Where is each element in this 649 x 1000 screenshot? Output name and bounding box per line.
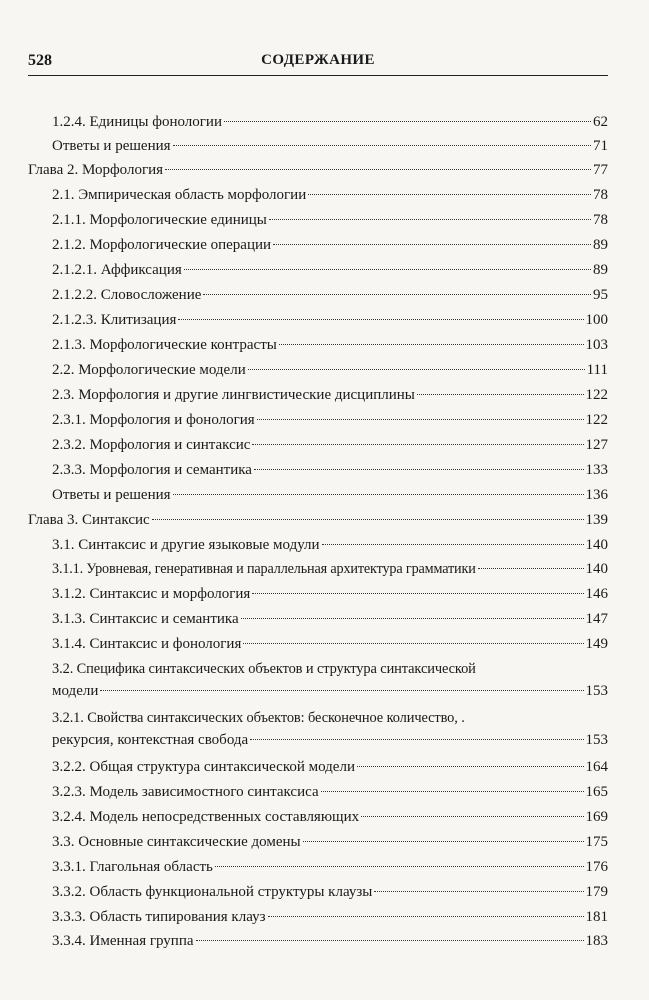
toc-entry-title-line1: 3.2.1. Свойства синтаксических объектов: бесконечное количество, . [52, 710, 465, 726]
dot-leader [268, 916, 584, 917]
toc-entry-title: 3.1.3. Синтаксис и семантика [52, 611, 239, 627]
dot-leader [322, 544, 584, 545]
toc-entry[interactable] [52, 658, 608, 702]
dot-leader [303, 841, 584, 842]
dot-leader [252, 593, 583, 594]
toc-entry-page: 140 [585, 537, 608, 553]
dot-leader [257, 419, 584, 420]
dot-leader [374, 891, 583, 892]
toc-entry-title: Глава 2. Морфология [28, 162, 164, 178]
toc-entry[interactable] [52, 111, 608, 133]
toc-entry-page: 71 [593, 138, 608, 154]
toc-entry-title: 3.2.2. Общая структура синтаксической модели [52, 759, 355, 775]
toc-entry[interactable] [52, 209, 608, 231]
toc-entry-page: 136 [585, 487, 608, 503]
toc-entry-page: 164 [585, 759, 608, 775]
toc-entry-page: 140 [585, 561, 608, 577]
toc-entry-title: 3.3.1. Глагольная область [52, 859, 213, 875]
toc-entry[interactable] [52, 359, 608, 381]
toc-entry[interactable] [52, 534, 608, 556]
toc-entry-title: Глава 3. Синтаксис [28, 512, 150, 528]
toc-entry[interactable] [52, 781, 608, 803]
toc-entry[interactable] [52, 309, 608, 331]
toc-entry-title: Ответы и решения [52, 138, 171, 154]
toc-entry-title: модели [52, 683, 99, 699]
dot-leader [196, 940, 584, 941]
dot-leader [224, 121, 591, 122]
toc-entry-title: 3.1.4. Синтаксис и фонология [52, 636, 242, 652]
page-number: 528 [28, 52, 52, 69]
dot-leader [248, 369, 585, 370]
toc-entry-page: 179 [585, 884, 608, 900]
toc-chapter-entry[interactable] [28, 509, 608, 531]
dot-leader [269, 219, 591, 220]
toc-entry[interactable] [52, 856, 608, 878]
toc-entry-title: 2.1.3. Морфологические контрасты [52, 337, 277, 353]
toc-entry-page: 100 [585, 312, 608, 328]
toc-entry-title: 3.1. Синтаксис и другие языковые модули [52, 537, 320, 553]
toc-entry-title: Ответы и решения [52, 487, 171, 503]
toc-entry-title: 2.1.1. Морфологические единицы [52, 212, 267, 228]
toc-entry-title-line1: 3.2. Специфика синтаксических объектов и структура синтаксической [52, 661, 476, 677]
toc-entry-page: 111 [586, 362, 608, 378]
dot-leader [184, 269, 591, 270]
toc-entry-page: 89 [593, 237, 608, 253]
toc-entry-page: 127 [585, 437, 608, 453]
dot-leader [361, 816, 583, 817]
toc-entry-title: 2.2. Морфологические модели [52, 362, 246, 378]
toc-entry-page: 139 [585, 512, 608, 528]
dot-leader [165, 169, 591, 170]
running-title: СОДЕРЖАНИЕ [261, 52, 375, 68]
toc-entry-title: 2.3.2. Морфология и синтаксис [52, 437, 251, 453]
toc-entry[interactable] [52, 334, 608, 356]
dot-leader [243, 643, 583, 644]
toc-entry-title: 3.3.4. Именная группа [52, 933, 194, 949]
dot-leader [254, 469, 584, 470]
dot-leader [152, 519, 584, 520]
toc-entry[interactable] [52, 184, 608, 206]
toc-entry-title: 2.1.2.3. Клитизация [52, 312, 177, 328]
toc-entry-page: 78 [593, 212, 608, 228]
toc-entry[interactable] [52, 409, 608, 431]
toc-entry[interactable] [52, 906, 608, 928]
toc-entry[interactable] [52, 459, 608, 481]
dot-leader [100, 690, 583, 691]
toc-entry-page: 95 [593, 287, 608, 303]
toc-entry[interactable] [52, 135, 608, 157]
toc-entry-title: 2.1.2. Морфологические операции [52, 237, 272, 253]
toc-entry[interactable] [52, 831, 608, 853]
dot-leader [273, 244, 591, 245]
toc-entry-title: 3.1.2. Синтаксис и морфология [52, 586, 251, 602]
toc-entry[interactable] [52, 284, 608, 306]
toc-entry[interactable] [52, 707, 608, 751]
toc-entry[interactable] [52, 234, 608, 256]
dot-leader [308, 194, 591, 195]
toc-entry-page: 77 [593, 162, 608, 178]
toc-entry-page: 181 [585, 909, 608, 925]
toc-entry-page: 103 [585, 337, 608, 353]
dot-leader [252, 444, 583, 445]
toc-entry-page: 146 [585, 586, 608, 602]
dot-leader [203, 294, 591, 295]
toc-entry-title: 3.1.1. Уровневая, генеративная и параллельная архитектура грамматики [52, 561, 476, 577]
toc-entry-page: 78 [593, 187, 608, 203]
toc-entry[interactable] [52, 558, 608, 580]
toc-entry-page: 149 [585, 636, 608, 652]
toc-entry[interactable] [52, 806, 608, 828]
toc-entry[interactable] [52, 930, 608, 952]
dot-leader [173, 145, 591, 146]
toc-entry-page: 169 [585, 809, 608, 825]
dot-leader [321, 791, 584, 792]
toc-entry[interactable] [52, 384, 608, 406]
toc-entry-page: 62 [593, 114, 608, 130]
toc-entry-title: 1.2.4. Единицы фонологии [52, 114, 222, 130]
toc-entry-page: 153 [585, 683, 608, 699]
toc-entry-page: 133 [585, 462, 608, 478]
toc-entry-title: 2.3.3. Морфология и семантика [52, 462, 252, 478]
toc-entry-page: 89 [593, 262, 608, 278]
toc-entry[interactable] [52, 434, 608, 456]
dot-leader [173, 494, 584, 495]
toc-entry[interactable] [52, 484, 608, 506]
toc-entry[interactable] [52, 583, 608, 605]
toc-entry-page: 165 [585, 784, 608, 800]
dot-leader [417, 394, 584, 395]
toc-entry[interactable] [52, 756, 608, 778]
dot-leader [241, 618, 584, 619]
toc-entry-title: 2.1.2.2. Словосложение [52, 287, 202, 303]
toc-entry[interactable] [52, 881, 608, 903]
toc-entry-title: 3.2.4. Модель непосредственных составляющих [52, 809, 360, 825]
toc-entry-title: 3.3.2. Область функциональной структуры клаузы [52, 884, 373, 900]
toc-entry[interactable] [52, 633, 608, 655]
dot-leader [250, 739, 583, 740]
toc-entry[interactable] [52, 259, 608, 281]
toc-entry-title: 2.1.2.1. Аффиксация [52, 262, 182, 278]
toc-entry-title: 3.2.3. Модель зависимостного синтаксиса [52, 784, 319, 800]
toc-entry-title: 3.3.3. Область типирования клауз [52, 909, 266, 925]
toc-entry-page: 122 [585, 387, 608, 403]
toc-entry-title: 2.3. Морфология и другие лингвистические дисциплины [52, 387, 415, 403]
toc-entry-page: 175 [585, 834, 608, 850]
toc-entry-page: 183 [585, 933, 608, 949]
dot-leader [178, 319, 583, 320]
toc-entry-page: 176 [585, 859, 608, 875]
toc-entry-title: 2.3.1. Морфология и фонология [52, 412, 255, 428]
toc-entry-page: 153 [585, 732, 608, 748]
toc-entry-title: 2.1. Эмпирическая область морфологии [52, 187, 307, 203]
dot-leader [279, 344, 584, 345]
dot-leader [478, 568, 584, 569]
dot-leader [357, 766, 584, 767]
toc-entry-page: 122 [585, 412, 608, 428]
toc-entry-title: рекурсия, контекстная свобода [52, 732, 249, 748]
dot-leader [215, 866, 584, 867]
toc-chapter-entry[interactable] [28, 159, 608, 181]
toc-entry-page: 147 [585, 611, 608, 627]
toc-entry[interactable] [52, 608, 608, 630]
toc-entry-title: 3.3. Основные синтаксические домены [52, 834, 301, 850]
